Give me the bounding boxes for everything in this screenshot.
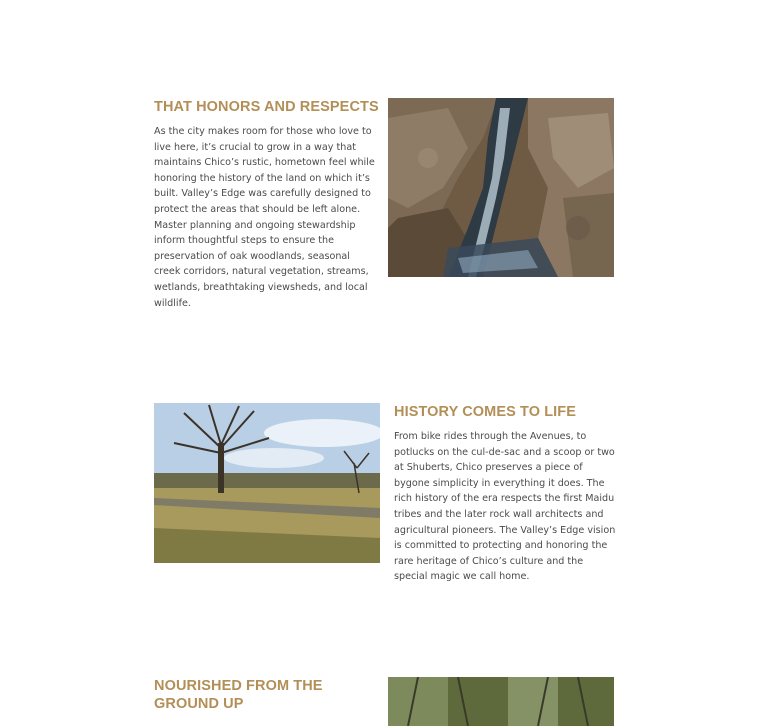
rocky-creek-image [388, 98, 614, 277]
oak-tree-image [154, 403, 380, 563]
rocky-creek-photo [388, 98, 614, 277]
oak-tree-rock-wall-photo [154, 403, 380, 563]
woodland-photo [388, 677, 614, 726]
section-heading: HISTORY COMES TO LIFE [394, 404, 577, 420]
section-body: As the city makes room for those who love to live here, it’s crucial to grow in a way that maintains Chico’s rustic, hometown feel while honoring the history of the land on which it’s built. Valley’s Edge was carefully designed to protect the areas that should be left alone. Master planning and ongoing stewardship inform thoughtful steps to ensure the preservation of oak woodlands, seasonal creek corridors, natural vegetation, streams, wetlands, breathtaking viewsheds, and local wildlife. [154, 126, 375, 309]
section-heading: NOURISHED FROM THE GROUND UP [154, 678, 323, 712]
woodland-image [388, 677, 614, 726]
section-heading: THAT HONORS AND RESPECTS [154, 99, 379, 115]
section-body: From bike rides through the Avenues, to potlucks on the cul-de-sac and a scoop or two at Shuberts, Chico preserves a piece of bygone simplicity in everything it does. The rich history of the era respects the first Maidu tribes and the later rock wall architects and agricultural pioneers. The Valley’s Edge vision is committed to protecting and honoring the rare heritage of Chico’s culture and the special magic we call home. [394, 431, 616, 583]
